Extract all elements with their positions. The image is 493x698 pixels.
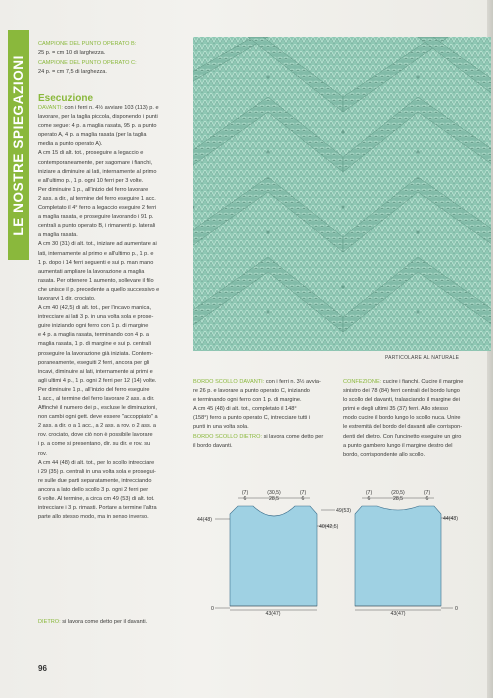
text-line: A cm 30 (31) di alt. tot., iniziare ad aumentare ai	[38, 241, 157, 248]
text-line: contemporaneamente, per sagomare i fianchi,	[38, 159, 153, 166]
text-line: 1 acc., al termine del ferro lavorare 2 ass. a dir.	[38, 396, 155, 402]
text-line: maglia rasata, 1 p. di margine e sui p. centrali	[38, 341, 151, 348]
dim-right-zero: 0	[455, 606, 458, 612]
sidebar-title-box	[8, 30, 29, 260]
text-line: iniziare a diminuire ai lati, internamente al primo	[38, 168, 157, 175]
text-line: 1 p. dopo i 14 ferri seguenti e sui p. man mano	[38, 259, 154, 266]
text-line: rov. crociato, dove ciò non è possibile lavorare	[38, 432, 153, 439]
bordo-dietro-label: BORDO SCOLLO DIETRO:	[193, 434, 263, 440]
davanti-first-line	[38, 104, 190, 113]
sidebar-title: LE NOSTRE SPIEGAZIONI	[11, 54, 26, 236]
text-line: intrecciare i 3 p. rimasti. Portare a termine l'altra	[38, 505, 157, 512]
dietro-text: si lavora come detto per il davanti.	[62, 619, 148, 625]
text-line: lo scollo del davanti, tralasciando il margine dei	[343, 397, 460, 404]
text-line: agli ultimi 4 p., 1 p. ogni 2 ferri per 12 (14) volte.	[38, 377, 157, 384]
campione-b-value: 25 p. = cm 10 di larghezza.	[38, 50, 106, 57]
text-line: modo cucire il bordo lungo lo scollo nuca. Unire	[343, 415, 461, 422]
text-line: che unisce il p. precedente a quello successivo e	[38, 286, 160, 293]
text-line: aumentati ampliare la lavorazione a maglia	[38, 268, 145, 275]
schematic-diagram	[195, 486, 467, 622]
dim-left-shoulder-a2: 6	[243, 496, 247, 502]
davanti-label: DAVANTI:	[38, 105, 63, 111]
dim-right-neck2: 28,5	[392, 496, 404, 502]
bordo-dietro-line-1: il bordo davanti.	[193, 443, 233, 450]
text-line: poraneamente, eseguiti 2 ferri, ancora per gli	[38, 359, 150, 366]
knit-detail-photo	[193, 37, 491, 351]
text-line: Affinché il numero dei p., escluse le diminuzioni,	[38, 405, 157, 412]
text-line: A cm 44 (48) di alt. tot., per lo scollo intrecciare	[38, 459, 155, 466]
dim-right-neck: (20,5)	[391, 490, 405, 496]
dim-right-shoulder-a: (7)	[365, 490, 373, 496]
campione-c-value: 24 p. = cm 7,5 di larghezza.	[38, 69, 107, 76]
text-line: e all'ultimo p., 1 p. ogni 10 ferri per 3 volte.	[38, 177, 144, 184]
text-line: lati, internamente al primo e all'ultimo p., 1 p. e	[38, 250, 154, 257]
bordo-dietro-text	[193, 433, 328, 451]
text-line: re 26 p. e lavorare a punto operato C, iniziando	[193, 388, 310, 395]
text-line: media a punto operato A).	[38, 141, 103, 148]
dim-right-width: 43(47)	[390, 611, 406, 617]
dim-right-shoulder-a2: 6	[367, 496, 371, 502]
text-line: intrecciare ai lati 3 p. in una volta sola e prose-	[38, 314, 154, 321]
text-line: parte allo stesso modo, ma in senso inverso.	[38, 514, 149, 521]
text-line: a punto gambero lungo il margine destro del	[343, 442, 453, 449]
dim-right-shoulder-b2: 6	[425, 496, 429, 502]
text-line: 2 ass. a dir., al termine del ferro eseguire 1 acc.	[38, 195, 156, 202]
dim-left-width: 43(47)	[265, 611, 281, 617]
text-line: a maglia rasata.	[38, 232, 78, 239]
text-line: 2 ass. a dir. o a 1 acc., a 2 ass. a rov. o 2 ass. a	[38, 423, 157, 430]
esecuzione-text	[38, 104, 190, 522]
text-line: Per diminuire 1 p., all'inizio del ferro lavorare	[38, 186, 149, 193]
text-line: operato A, 4 p. a maglia rasata (per la taglia	[38, 132, 147, 139]
dim-left-zero: 0	[211, 606, 214, 612]
text-line: come segue: 4 p. a maglia rasata, 95 p. a punto	[38, 123, 157, 130]
text-line: A cm 45 (48) di alt. tot., completato il 148°	[193, 406, 297, 413]
knit-texture	[193, 37, 491, 351]
text-line: re sulle due parti separatamente, intrecciando	[38, 477, 152, 484]
dim-right-shoulder-b: (7)	[423, 490, 431, 496]
bordo-davanti-text	[193, 378, 328, 433]
text-line: 6 volte. Al termine, a circa cm 49 (53) di alt. tot.	[38, 496, 155, 503]
text-line: (158°) ferro a punto operato C, intrecciare tutti i	[193, 415, 310, 422]
text-line: primi e degli ultimi 35 (37) ferri. Allo stesso	[343, 406, 449, 413]
text-line: lavorarvi 1 dir. crociato.	[38, 295, 96, 302]
text-line: bordo, corrispondente allo scollo.	[343, 451, 426, 458]
davanti-line-0: con i ferri n. 4½ avviare 103 (113) p. e	[64, 105, 159, 111]
bordo-dietro-line-0: si lavora come detto per	[263, 434, 324, 440]
campione-b	[38, 40, 136, 58]
section-heading: Esecuzione	[38, 93, 94, 104]
dim-left-side: 44(48)	[197, 517, 212, 523]
campione-b-label: CAMPIONE DEL PUNTO OPERATO B:	[38, 41, 137, 47]
text-line: a maglia rasata, e proseguire lavorando i 91 p.	[38, 214, 154, 221]
dim-armhole-height: 40(42,5)	[319, 524, 339, 530]
text-line: e terminando ogni ferro con 1 p. di margine.	[193, 397, 302, 404]
confezione-label: CONFEZIONE:	[343, 379, 382, 385]
confezione-first-line	[343, 378, 485, 387]
text-line: le estremità del bordo del davanti alle corrispon-	[343, 424, 463, 431]
dim-left-shoulder-a: (7)	[241, 490, 249, 496]
text-line: proseguire la lavorazione già iniziata. Contem-	[38, 350, 154, 357]
dim-left-neck2: 28,5	[268, 496, 280, 502]
dim-left-shoulder-b2: 6	[301, 496, 305, 502]
text-line: ancora a lato dello scollo 3 p. ogni 2 ferri per	[38, 486, 149, 493]
bordo-dietro-first-line	[193, 433, 328, 442]
text-line: i 29 (35) p. centrali in una volta sola e prosegui-	[38, 468, 156, 475]
campione-c-label: CAMPIONE DEL PUNTO OPERATO C:	[38, 60, 137, 66]
campione-c	[38, 59, 137, 77]
text-line: A cm 40 (42,5) di alt. tot., per l'incavo manica,	[38, 305, 151, 312]
text-line: Completato il 4° ferro a legaccio eseguire 2 ferri	[38, 205, 157, 212]
text-line: Per diminuire 1 p., all'inizio del ferro eseguire	[38, 386, 150, 393]
text-line: e 4 p. a maglia rasata, terminando con 4 p. a	[38, 332, 150, 339]
text-line: punti in una volta sola.	[193, 424, 249, 431]
dietro-paragraph	[38, 618, 147, 627]
confezione-text	[343, 378, 485, 460]
text-line: incavi, diminuire ai lati, internamente ai primi e	[38, 368, 153, 375]
page-number: 96	[38, 664, 47, 673]
dim-total-height: 49(53)	[336, 508, 351, 514]
photo-caption: PARTICOLARE AL NATURALE	[385, 355, 460, 361]
dietro-label: DIETRO:	[38, 619, 61, 625]
text-line: guire iniziando ogni ferro con 1 p. di margine	[38, 323, 149, 330]
text-line: sinistro dei 78 (84) ferri centrali del bordo lungo	[343, 388, 460, 395]
text-line: A cm 15 di alt. tot., proseguire a legaccio e	[38, 150, 144, 157]
text-line: lavorare, per la taglia piccola, disponendo i punti	[38, 114, 158, 121]
text-line: denti del dietro. Con l'uncinetto eseguire un giro	[343, 433, 462, 440]
dim-right-side: 44(48)	[443, 516, 458, 522]
bordo-davanti-label: BORDO SCOLLO DAVANTI:	[193, 379, 265, 385]
text-line: i p. a come si presentano, dir. su dir. e rov. su	[38, 441, 151, 448]
bordo-davanti-line-0: con i ferri n. 3½ avvia-	[265, 379, 321, 385]
text-line: centrali a punto operato B, i rimanenti p. laterali	[38, 223, 156, 230]
text-line: rasata. Per ottenere 1 aumento, sollevare il filo	[38, 277, 154, 284]
confezione-line-0: cucire i fianchi. Cucire il margine	[382, 379, 464, 385]
text-line: rov.	[38, 450, 47, 457]
text-line: non cambi ogni gett. deve essere "accoppiato" a	[38, 414, 158, 421]
dim-left-shoulder-b: (7)	[299, 490, 307, 496]
bordo-davanti-first-line	[193, 378, 328, 387]
dim-left-neck: (30,5)	[267, 490, 281, 496]
